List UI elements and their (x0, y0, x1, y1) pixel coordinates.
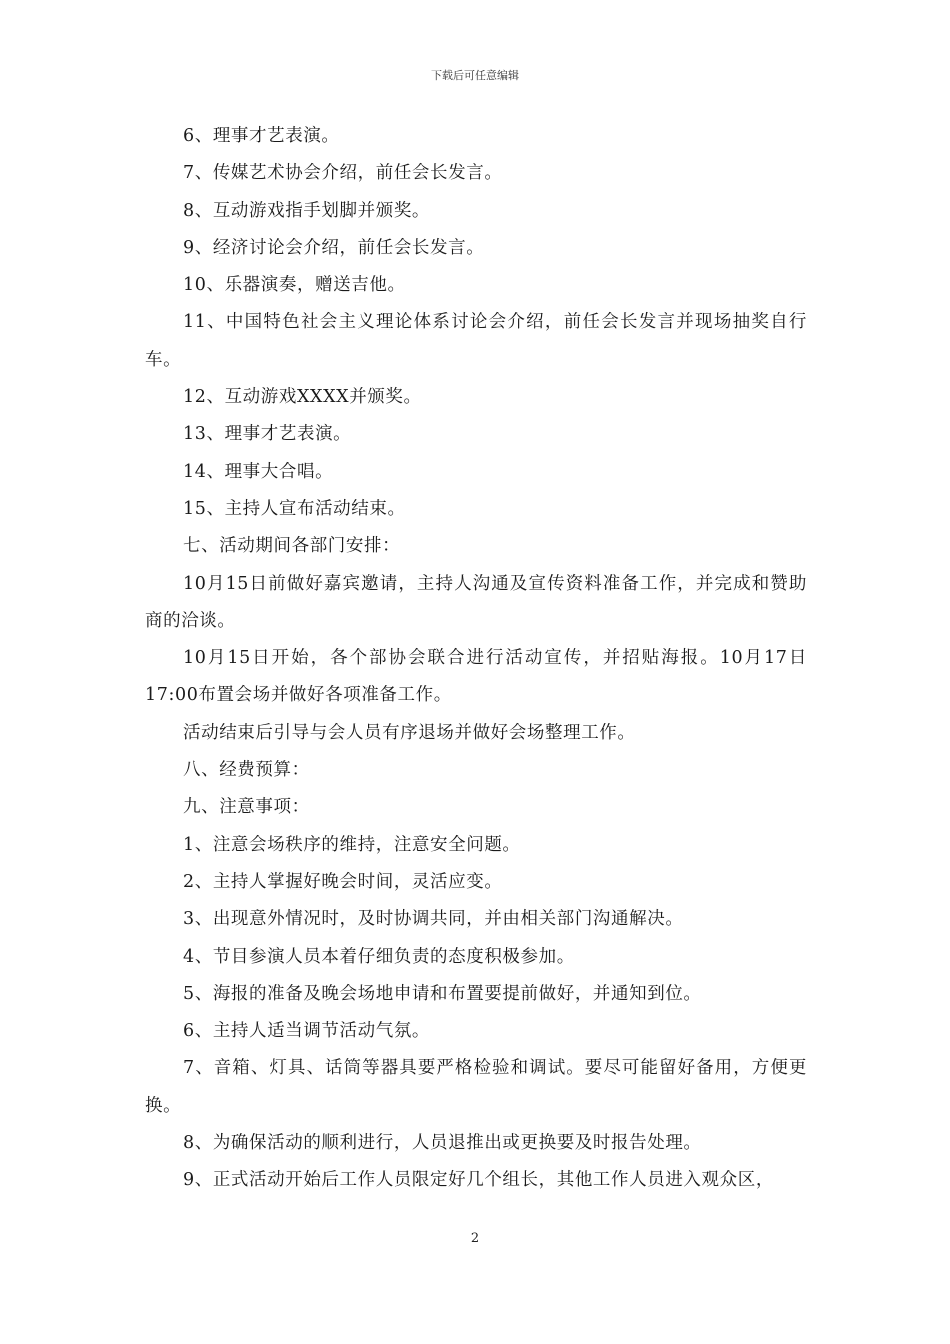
paragraph: 15、主持人宣布活动结束。 (183, 498, 406, 519)
paragraph: 9、正式活动开始后工作人员限定好几个组长，其他工作人员进入观众区， (183, 1170, 774, 1191)
paragraph: 5、海报的准备及晚会场地申请和布置要提前做好，并通知到位。 (183, 983, 702, 1004)
paragraph: 10月15日前做好嘉宾邀请，主持人沟通及宣传资料准备工作，并完成和赞助商的洽谈。 (145, 573, 807, 631)
paragraph: 1、注意会场秩序的维持，注意安全问题。 (183, 834, 521, 855)
paragraph: 4、节目参演人员本着仔细负责的态度积极参加。 (183, 946, 575, 967)
paragraph: 活动结束后引导与会人员有序退场并做好会场整理工作。 (183, 722, 636, 743)
paragraph: 9、经济讨论会介绍，前任会长发言。 (183, 237, 485, 258)
paragraph: 8、为确保活动的顺利进行，人员退推出或更换要及时报告处理。 (183, 1133, 702, 1154)
paragraph: 6、主持人适当调节活动气氛。 (183, 1021, 431, 1042)
paragraph: 3、出现意外情况时，及时协调共同，并由相关部门沟通解决。 (183, 909, 684, 930)
paragraph: 7、传媒艺术协会介绍，前任会长发言。 (183, 163, 503, 184)
paragraph: 14、理事大合唱。 (183, 461, 334, 482)
document-body (145, 118, 807, 1200)
paragraph: 10月15日开始，各个部协会联合进行活动宣传，并招贴海报。10月17日17:00布置会场并做好各项准备工作。 (145, 648, 807, 706)
page-number: 2 (470, 1231, 480, 1246)
paragraph: 8、互动游戏指手划脚并颁奖。 (183, 200, 431, 221)
paragraph: 11、中国特色社会主义理论体系讨论会介绍，前任会长发言并现场抽奖自行车。 (145, 312, 807, 370)
paragraph: 6、理事才艺表演。 (183, 126, 340, 146)
paragraph: 10、乐器演奏，赠送吉他。 (183, 275, 406, 296)
paragraph: 12、互动游戏XXXX并颁奖。 (183, 387, 422, 408)
section-heading: 九、注意事项： (183, 797, 310, 818)
paragraph: 2、主持人掌握好晚会时间，灵活应变。 (183, 871, 503, 892)
paragraph: 7、音箱、灯具、话筒等器具要严格检验和调试。要尽可能留好备用，方便更换。 (145, 1058, 807, 1116)
section-heading: 八、经费预算： (183, 760, 310, 781)
page-header: 下载后可任意编辑 (431, 69, 519, 82)
section-heading: 七、活动期间各部门安排： (183, 536, 401, 557)
paragraph: 13、理事才艺表演。 (183, 424, 352, 445)
